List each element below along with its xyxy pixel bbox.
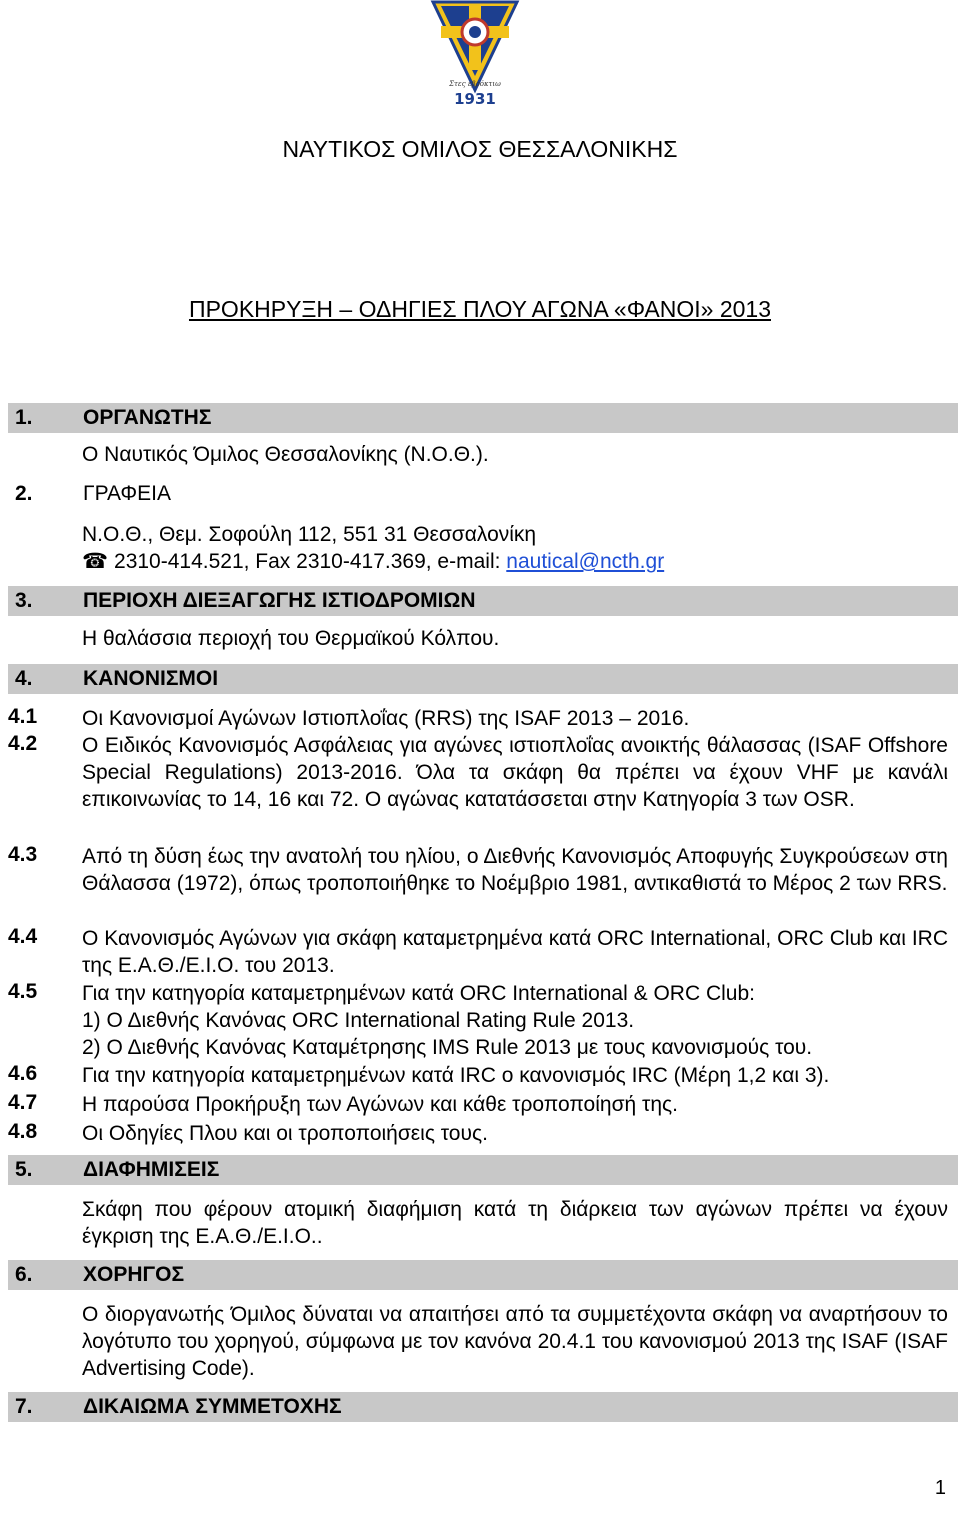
- section-title: ΔΙΑΦΗΜΙΣΕΙΣ: [83, 1158, 220, 1181]
- section-number: 6.: [15, 1263, 33, 1286]
- email-link[interactable]: nautical@ncth.gr: [506, 550, 665, 573]
- section-title: ΚΑΝΟΝΙΣΜΟΙ: [83, 667, 219, 690]
- section-header-eligibility: [8, 1392, 958, 1422]
- rule-number: 4.3: [8, 843, 38, 866]
- section-title: ΟΡΓΑΝΩΤΗΣ: [83, 406, 212, 429]
- club-pennant-logo: [427, 0, 523, 112]
- section-number: 5.: [15, 1158, 33, 1181]
- section-title: ΧΟΡΗΓΟΣ: [83, 1263, 185, 1286]
- section-header-advertising: [8, 1155, 958, 1185]
- section-number: 4.: [15, 667, 33, 690]
- rule-number: 4.2: [8, 732, 38, 755]
- section-header-rules: [8, 664, 958, 694]
- section-number: 1.: [15, 406, 33, 429]
- section-title: ΔΙΚΑΙΩΜΑ ΣΥΜΜΕΤΟΧΗΣ: [83, 1395, 342, 1418]
- section-header-sponsor: [8, 1260, 958, 1290]
- rule-number: 4.6: [8, 1062, 38, 1085]
- rule-text: Ο Κανονισμός Αγώνων για σκάφη καταμετρημένα κατά ORC International, ORC Club και IRC της Ε.Α.Θ./Ε.Ι.Ο. του 2013.: [82, 927, 948, 977]
- rule-number: 4.7: [8, 1091, 38, 1114]
- rule-text: Η παρούσα Προκήρυξη των Αγώνων και κάθε τροποποίησή της.: [82, 1093, 678, 1116]
- advertising-text: Σκάφη που φέρουν ατομική διαφήμιση κατά τη διάρκεια των αγώνων πρέπει να έχουν έγκριση της Ε.Α.Θ./Ε.Ι.Ο..: [82, 1198, 948, 1248]
- section-header-organizer: [8, 403, 958, 433]
- rule-number: 4.1: [8, 705, 38, 728]
- office-contact: [82, 548, 948, 575]
- rule-text: Οι Κανονισμοί Αγώνων Ιστιοπλοΐας (RRS) της ISAF 2013 – 2016.: [82, 707, 690, 730]
- logo-year: 1931: [454, 90, 496, 108]
- section-number: 7.: [15, 1395, 33, 1418]
- organizer-text: Ο Ναυτικός Όμιλος Θεσσαλονίκης (Ν.Ο.Θ.).: [82, 443, 489, 466]
- rule-text: Ο Ειδικός Κανονισμός Ασφάλειας για αγώνες ιστιοπλοΐας ανοικτής θάλασσας (ISAF Offshore Special Regulations) 2013-2016. Όλα τα σκάφη θα πρέπει να έχουν VHF με κανάλι επικοινωνίας το 14, 16 και 72. Ο αγώνας κατατάσσεται στην Κατηγορία 3 των OSR.: [82, 734, 948, 811]
- document-title: ΠΡΟΚΗΡΥΞΗ – ΟΔΗΓΙΕΣ ΠΛΟΥ ΑΓΩΝΑ «ΦΑΝΟΙ» 2013: [188, 296, 771, 322]
- organization-name: ΝΑΥΤΙΚΟΣ ΟΜΙΛΟΣ ΘΕΣΣΑΛΟΝΙΚΗΣ: [282, 136, 678, 162]
- area-text: Η θαλάσσια περιοχή του Θερμαϊκού Κόλπου.: [82, 627, 500, 650]
- phone-icon: ☎: [82, 550, 109, 573]
- rule-number: 4.5: [8, 980, 38, 1003]
- rule-number: 4.4: [8, 925, 38, 948]
- contact-text: 2310-414.521, Fax 2310-417.369, e-mail:: [114, 550, 507, 573]
- rule-text: Οι Οδηγίες Πλου και οι τροποποιήσεις τους.: [82, 1122, 488, 1145]
- rule-subitem: 2) Ο Διεθνής Κανόνας Καταμέτρησης IMS Rule 2013 με τους κανονισμούς του.: [82, 1036, 813, 1059]
- office-address: Ν.Ο.Θ., Θεμ. Σοφούλη 112, 551 31 Θεσσαλονίκη: [82, 523, 537, 546]
- section-header-area: [8, 586, 958, 616]
- sponsor-text: Ο διοργανωτής Όμιλος δύναται να απαιτήσει από τα συμμετέχοντα σκάφη να αναρτήσουν το λογότυπο του χορηγού, σύμφωνα με τον κανόνα 20.4.1 του κανονισμού 2013 της ISAF (ISAF Advertising Code).: [82, 1303, 948, 1380]
- section-title-offices: ΓΡΑΦΕΙΑ: [83, 482, 172, 505]
- section-number-offices: 2.: [15, 482, 33, 505]
- rule-text: Για την κατηγορία καταμετρημένων κατά IRC ο κανονισμός IRC (Μέρη 1,2 και 3).: [82, 1064, 830, 1087]
- rule-number: 4.8: [8, 1120, 38, 1143]
- rule-text: Για την κατηγορία καταμετρημένων κατά ORC International & ORC Club:: [82, 982, 755, 1005]
- page-number: 1: [934, 1477, 946, 1499]
- section-number: 3.: [15, 589, 33, 612]
- rule-text: Από τη δύση έως την ανατολή του ηλίου, ο Διεθνής Κανονισμός Αποφυγής Συγκρούσεων στη Θάλασσα (1972), όπως τροποποιήθηκε το Νοέμβριο 1981, αντικαθιστά το Μέρος 2 των RRS.: [82, 845, 948, 895]
- section-title: ΠΕΡΙΟΧΗ ΔΙΕΞΑΓΩΓΗΣ ΙΣΤΙΟΔΡΟΜΙΩΝ: [83, 589, 476, 612]
- logo-motto: Στες εβρόκτιω: [449, 80, 501, 88]
- rule-subitem: 1) Ο Διεθνής Κανόνας ORC International Rating Rule 2013.: [82, 1009, 635, 1032]
